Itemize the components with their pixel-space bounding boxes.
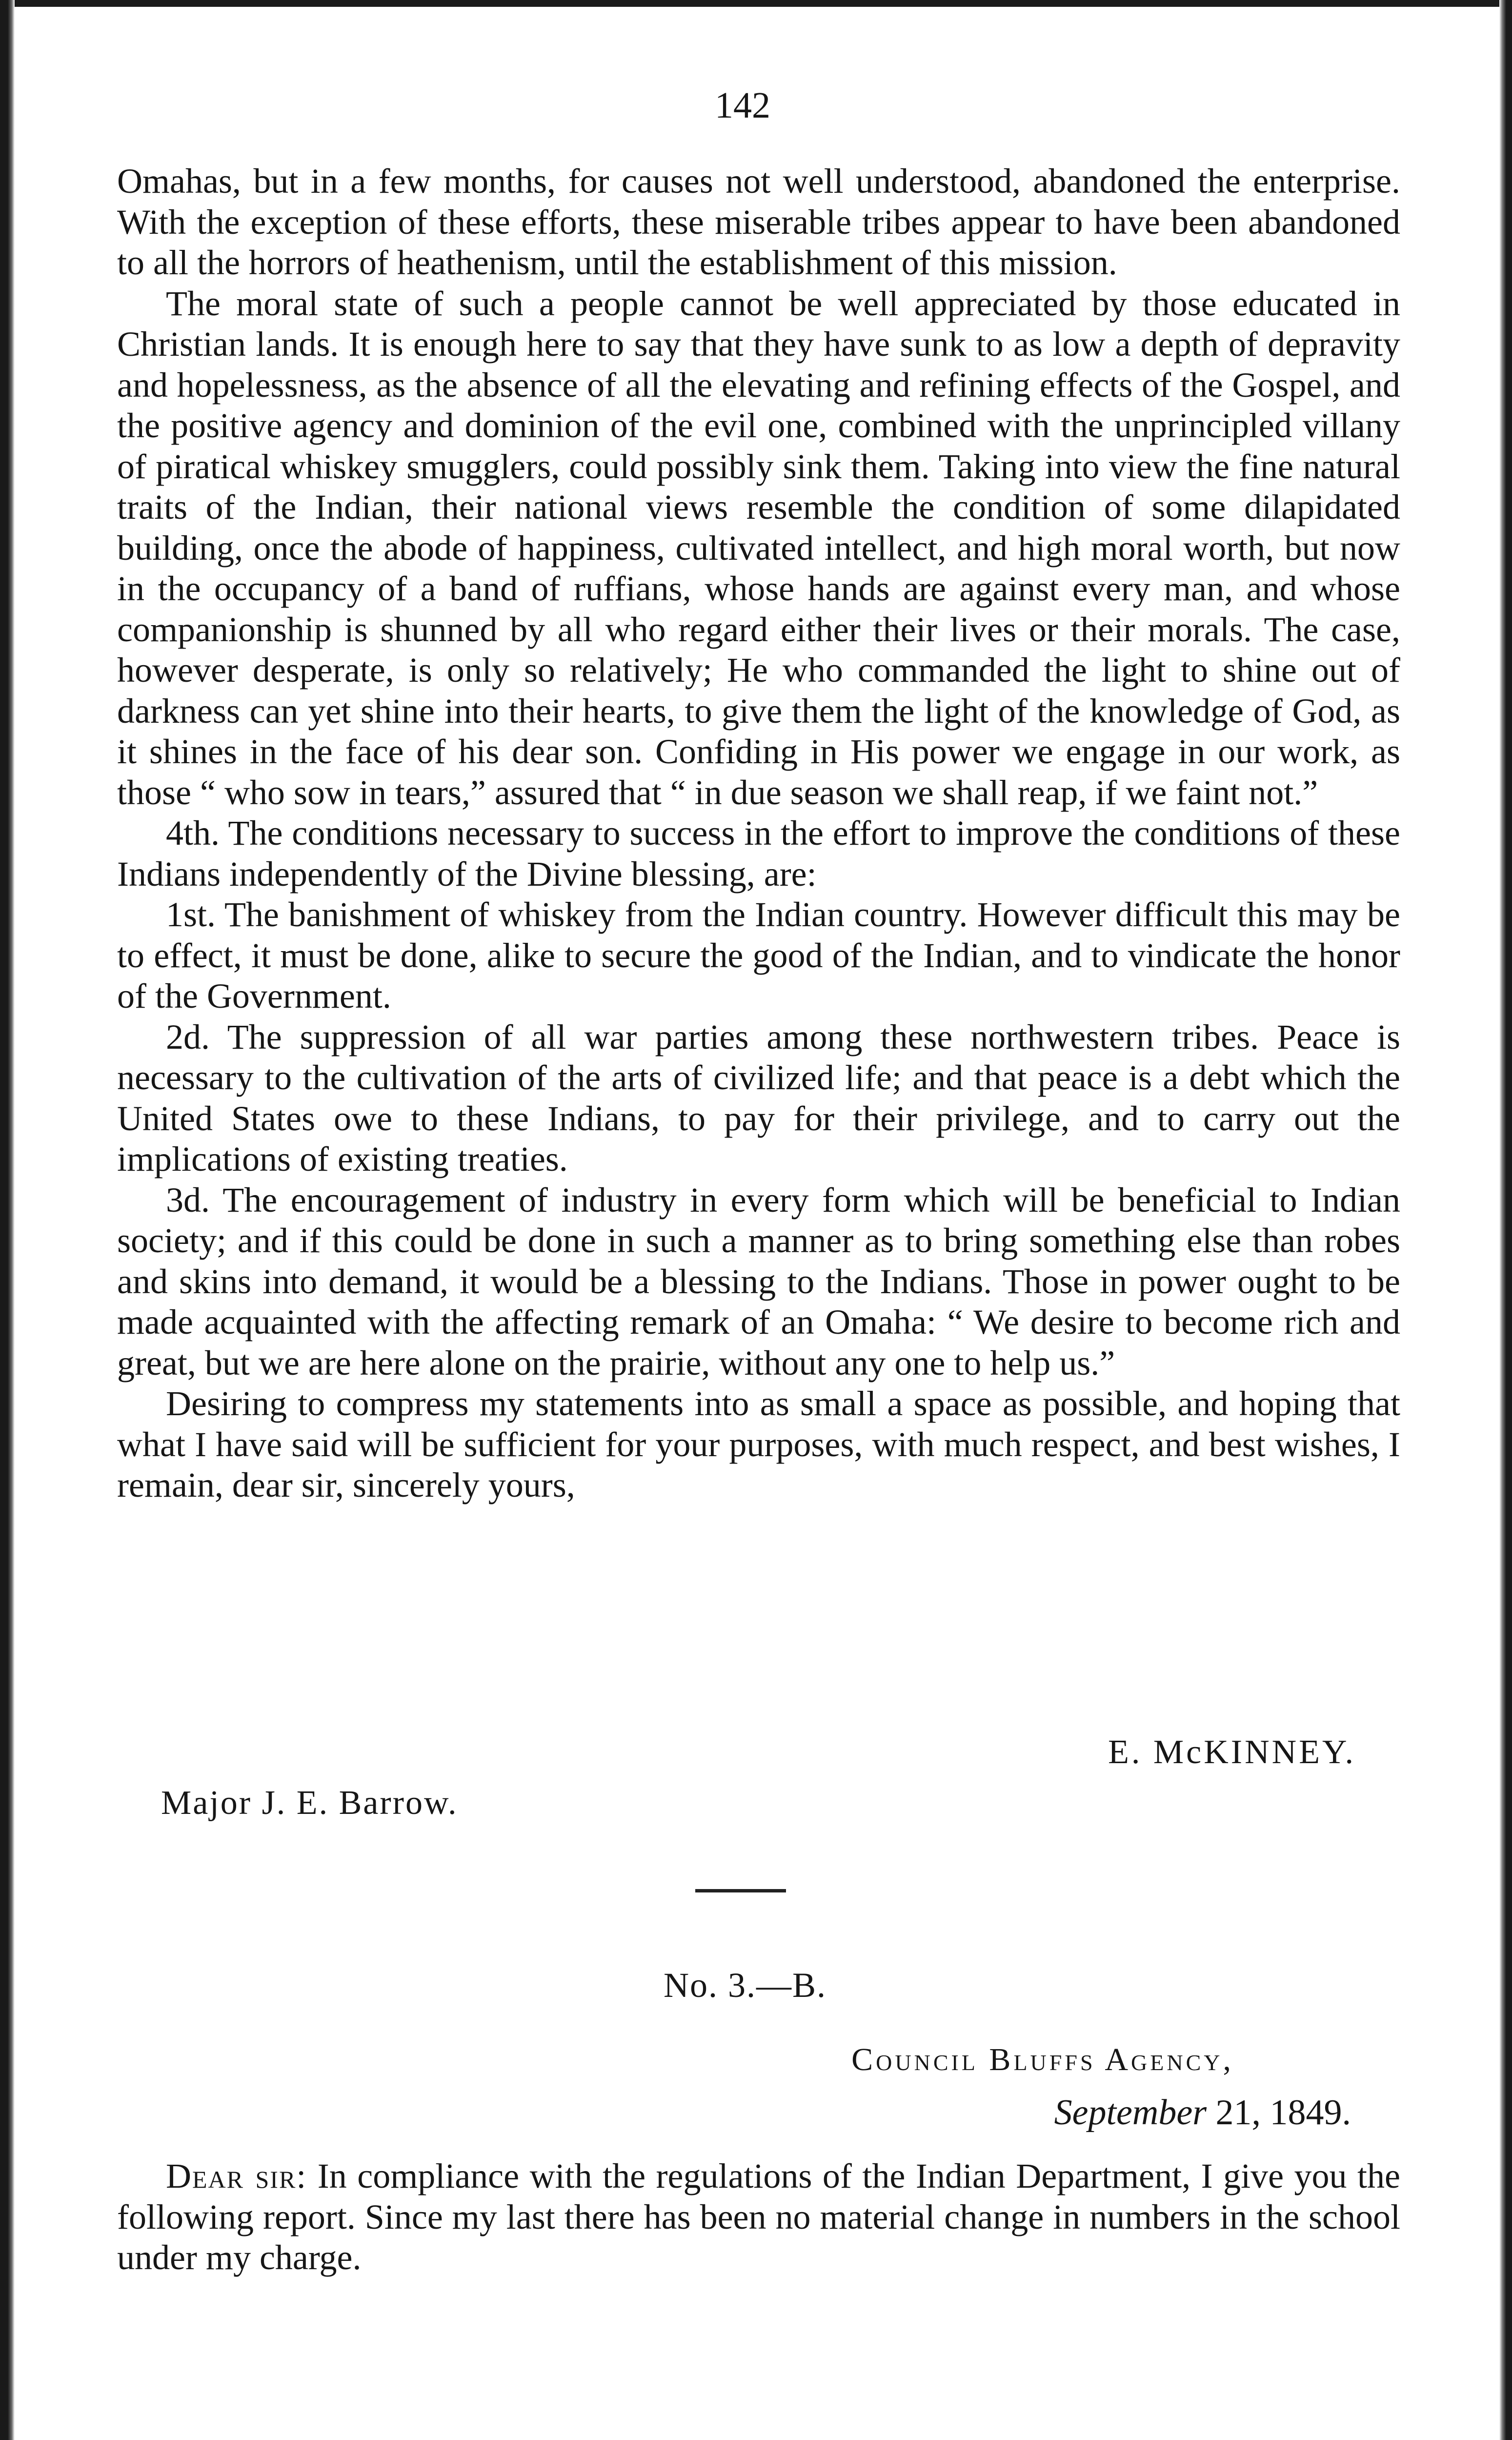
scan-edge-right [1499, 0, 1512, 2440]
paragraph-item-3d: 3d. The encouragement of industry in every form which will be beneficial to Indian society; and if this could be done in such a manner as to bring something else than robes and skins into demand, it would be a blessing to the Indians. Those in power ought to be made acquainted with the affecting remark of an Omaha: “ We desire to become rich and great, but we are here alone on the prairie, without any one to help us.” [117, 1180, 1400, 1383]
body-text [117, 161, 1400, 1506]
letter-text: In compliance with the regulations of the Indian Department, I give you the following report. Since my last there has been no material change in numbers in the school under my charge. [117, 2156, 1400, 2277]
paragraph-moral-state: The moral state of such a people cannot be well appreciated by those educated in Christian lands. It is enough here to say that they have sunk to as low a depth of depravity and hopelessness, as the absence of all the elevating and refining effects of the Gospel, and the positive agency and dominion of the evil one, combined with the unprincipled villany of piratical whiskey smugglers, could possibly sink them. Taking into view the fine natural traits of the Indian, their national views resemble the condition of some dilapidated building, once the abode of happiness, cultivated intellect, and high moral worth, but now in the occupancy of a band of ruffians, whose hands are against every man, and whose companionship is shunned by all who regard either their lives or their morals. The case, however desperate, is only so relatively; He who commanded the light to shine out of darkness can yet shine into their hearts, to give them the light of the knowledge of God, as it shines in the face of his dear son. Confiding in His power we engage in our work, as those “ who sow in tears,” assured that “ in due season we shall reap, if we faint not.” [117, 284, 1400, 812]
paragraph-item-1st: 1st. The banishment of whiskey from the Indian country. However difficult this may be to effect, it must be done, alike to secure the good of the Indian, and to vindicate the honor of the Government. [117, 895, 1400, 1016]
scan-edge-top [0, 0, 1512, 7]
paragraph-conditions: 4th. The conditions necessary to success in the effort to improve the conditions of these Indians independently of the Divine blessing, are: [117, 813, 1400, 894]
section-divider [695, 1889, 786, 1892]
signature: E. McKINNEY. [1108, 1733, 1356, 1771]
paragraph-continuation: Omahas, but in a few months, for causes not well understood, abandoned the enterprise. With the exception of these efforts, these miserable tribes appear to have been abandoned to all the horrors of heathenism, until the establishment of this mission. [117, 162, 1400, 282]
date-month: September [1054, 2093, 1207, 2133]
office-heading: Council Bluffs Agency, [851, 2042, 1234, 2077]
salutation: Dear sir: [166, 2156, 307, 2196]
paragraph-item-2d: 2d. The suppression of all war parties among these northwestern tribes. Peace is necessary to the cultivation of the arts of civilized life; and that peace is a debt which the United States owe to these Indians, to pay for their privilege, and to carry out the implications of existing treaties. [117, 1017, 1400, 1179]
addressee: Major J. E. Barrow. [161, 1784, 458, 1822]
letter-opening [117, 2156, 1400, 2278]
dateline [1054, 2094, 1351, 2131]
date-rest: 21, 1849. [1207, 2093, 1351, 2133]
document-number: No. 3.—B. [664, 1966, 827, 2005]
paragraph-closing: Desiring to compress my statements into as small a space as possible, and hoping that what I have said will be sufficient for your purposes, with much respect, and best wishes, I remain, dear sir, sincerely yours, [117, 1384, 1400, 1505]
letter-body [117, 2156, 1400, 2278]
page-number: 142 [715, 85, 770, 126]
scan-edge-left [0, 0, 15, 2440]
